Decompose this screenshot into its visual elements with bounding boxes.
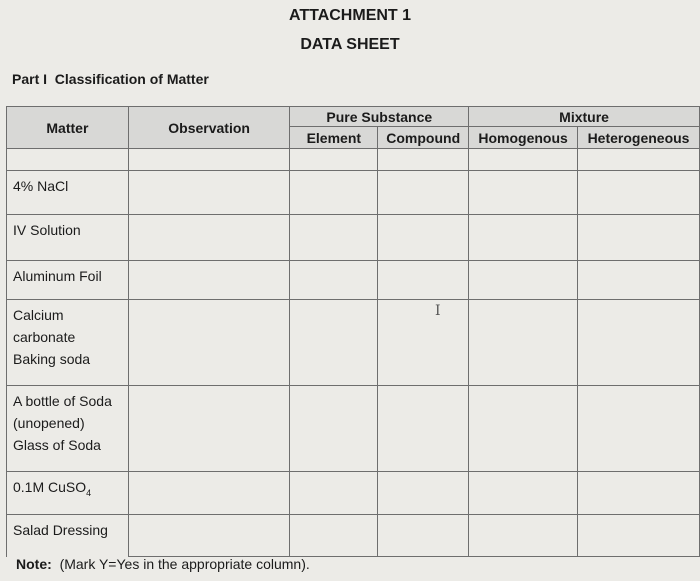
observation-cell[interactable] [128,171,290,215]
part-title: Classification of Matter [54,71,209,87]
homogenous-cell[interactable] [469,472,578,515]
header-element: Element [290,127,378,149]
table-row [7,261,700,300]
homogenous-cell[interactable] [469,386,578,472]
blank-row [7,149,700,171]
homogenous-cell[interactable] [469,300,578,386]
table-row [7,386,700,472]
compound-cell[interactable] [378,215,469,261]
element-cell[interactable] [290,386,378,472]
compound-cell[interactable] [378,300,469,386]
compound-cell[interactable] [378,261,469,300]
element-cell[interactable] [290,300,378,386]
homogenous-cell[interactable] [469,261,578,300]
matter-label: A bottle of Soda (unopened) Glass of Soda [7,386,129,472]
heterogeneous-cell[interactable] [578,300,700,386]
observation-cell[interactable] [128,215,290,261]
compound-cell[interactable] [378,171,469,215]
heterogeneous-cell[interactable] [578,171,700,215]
observation-cell[interactable] [128,300,290,386]
heterogeneous-cell[interactable] [578,261,700,300]
text-cursor-icon: I [435,303,441,319]
homogenous-cell[interactable] [469,171,578,215]
heterogeneous-cell[interactable] [578,515,700,557]
matter-label: 4% NaCl [7,171,129,215]
element-cell[interactable] [290,215,378,261]
homogenous-cell[interactable] [469,215,578,261]
compound-cell[interactable] [378,515,469,557]
header-compound: Compound [378,127,469,149]
observation-cell[interactable] [128,515,290,557]
element-cell[interactable] [290,261,378,300]
heterogeneous-cell[interactable] [578,386,700,472]
observation-cell[interactable] [128,386,290,472]
note [16,556,310,572]
heterogeneous-cell[interactable] [578,472,700,515]
table-row [7,171,700,215]
header-heterogeneous: Heterogeneous [578,127,700,149]
part-heading [12,71,209,87]
data-sheet-title: DATA SHEET [300,36,400,53]
matter-label: Salad Dressing [7,515,129,557]
element-cell[interactable] [290,171,378,215]
compound-cell[interactable] [378,472,469,515]
table-row [7,215,700,261]
classification-table [6,106,700,557]
note-text: (Mark Y=Yes in the appropriate column). [59,556,310,572]
element-cell[interactable] [290,515,378,557]
matter-label: Calcium carbonate Baking soda [7,300,129,386]
observation-cell[interactable] [128,261,290,300]
matter-label: IV Solution [7,215,129,261]
header-homogenous: Homogenous [469,127,578,149]
homogenous-cell[interactable] [469,515,578,557]
element-cell[interactable] [290,472,378,515]
matter-label: Aluminum Foil [7,261,129,300]
note-label: Note: [16,556,52,572]
heterogeneous-cell[interactable] [578,215,700,261]
table-row [7,300,700,386]
table-row [7,515,700,557]
attachment-title: ATTACHMENT 1 [288,7,412,24]
header-mixture: Mixture [469,107,700,127]
matter-label: 0.1M CuSO$_4$ [7,472,129,515]
table-row [7,472,700,515]
header-pure-substance: Pure Substance [290,107,469,127]
part-number: Part I [12,71,48,87]
header-matter: Matter [7,107,129,149]
compound-cell[interactable] [378,386,469,472]
header-observation: Observation [128,107,290,149]
observation-cell[interactable] [128,472,290,515]
